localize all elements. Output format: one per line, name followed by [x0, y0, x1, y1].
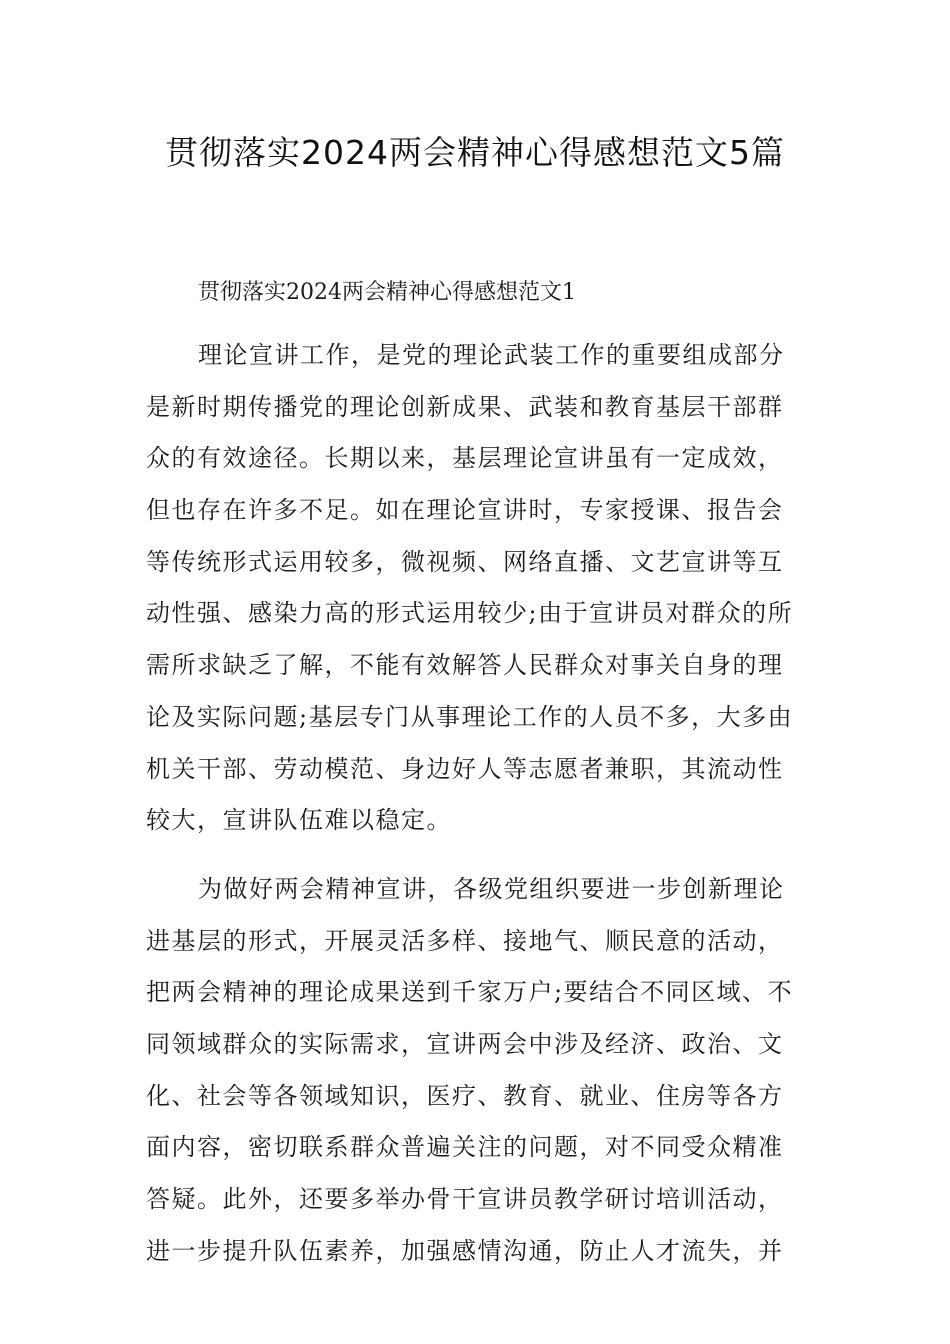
paragraph-line: 论及实际问题;基层专门从事理论工作的人员不多，大多由 — [146, 702, 794, 731]
paragraph-line: 进一步提升队伍素养，加强感情沟通，防止人才流失，并 — [146, 1236, 784, 1265]
paragraph-line: 需所求缺乏了解，不能有效解答人民群众对事关自身的理 — [146, 651, 784, 680]
paragraph-line: 把两会精神的理论成果送到千家万户;要结合不同区域、不 — [146, 978, 794, 1007]
paragraph-line: 是新时期传播党的理论创新成果、武装和教育基层干部群 — [146, 392, 784, 421]
document-body — [146, 280, 806, 1294]
section-subtitle: 贯彻落实2024两会精神心得感想范文1 — [198, 280, 576, 305]
paragraph-line: 动性强、感染力高的形式运用较少;由于宣讲员对群众的所 — [146, 599, 794, 628]
paragraph-line: 机关干部、劳动模范、身边好人等志愿者兼职，其流动性 — [146, 754, 784, 783]
paragraph-line: 面内容，密切联系群众普遍关注的问题，对不同受众精准 — [146, 1133, 784, 1162]
document-title: 贯彻落实2024两会精神心得感想范文5篇 — [165, 133, 785, 172]
paragraph-2 — [146, 864, 806, 1278]
paragraph-line: 答疑。此外，还要多举办骨干宣讲员教学研讨培训活动， — [146, 1185, 784, 1213]
paragraph-line: 进基层的形式，开展灵活多样、接地气、顺民意的活动， — [146, 926, 784, 955]
paragraph-line: 理论宣讲工作，是党的理论武装工作的重要组成部分 — [198, 341, 785, 369]
paragraph-line: 但也存在许多不足。如在理论宣讲时，专家授课、报告会 — [146, 496, 784, 525]
paragraph-line: 化、社会等各领域知识，医疗、教育、就业、住房等各方 — [146, 1081, 784, 1110]
paragraph-line: 众的有效途径。长期以来，基层理论宣讲虽有一定成效， — [146, 444, 784, 473]
paragraph-line: 较大，宣讲队伍难以稳定。 — [146, 806, 452, 835]
paragraph-1 — [146, 330, 806, 847]
paragraph-line: 同领域群众的实际需求，宣讲两会中涉及经济、政治、文 — [146, 1029, 784, 1058]
paragraph-line: 为做好两会精神宣讲，各级党组织要进一步创新理论 — [198, 874, 785, 903]
paragraph-line: 等传统形式运用较多，微视频、网络直播、文艺宣讲等互 — [146, 547, 784, 576]
